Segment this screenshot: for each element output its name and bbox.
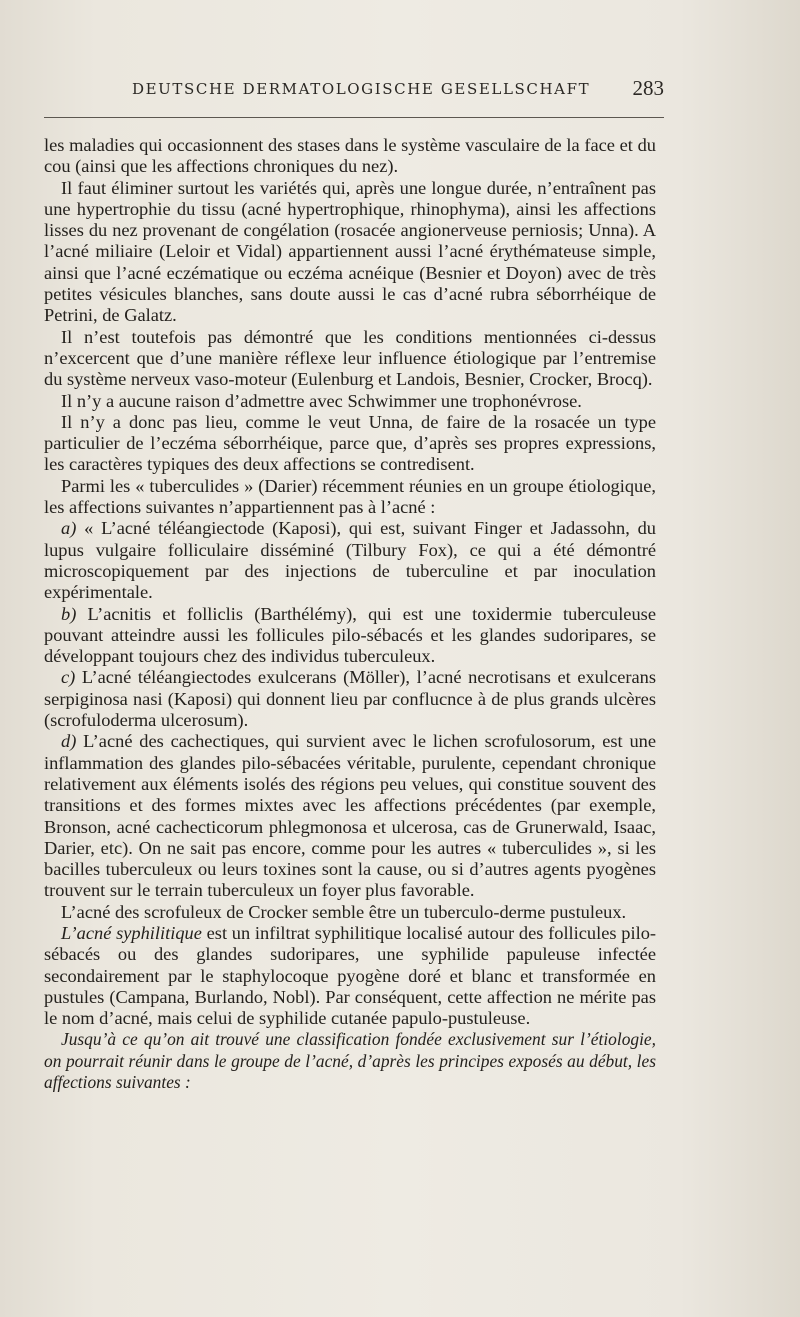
- paragraph-continuation: les maladies qui occasionnent des stases dans le système vasculaire de la face et du cou (ainsi que les affections chroniques du nez).: [44, 135, 656, 177]
- list-item-d: [44, 731, 656, 901]
- list-item-a-text: « L’acné téléangiectode (Kaposi), qui est, suivant Finger et Jadassohn, du lupus vulgaire folliculaire disséminé (Tilbury Fox), ce qui a été démontré microscopiquement par des injections de tuberculine et par inoculation expérimentale.: [44, 518, 656, 603]
- paragraph-varieties: Il faut éliminer surtout les variétés qui, après une longue durée, n’entraînent pas une hypertrophie du tissu (acné hypertrophique, rhinophyma), ainsi les affections lisses du nez provenant de congélation (rosacée angionerveuse perniosis; Unna). A l’acné miliaire (Leloir et Vidal) appartiennent aussi l’acné érythémateuse simple, ainsi que l’acné eczématique ou eczéma acnéique (Besnier et Doyon) avec de très petites vésicules blanches, sans doute aussi le cas d’acné rubra séborrhéique de Petrini, de Galatz.: [44, 177, 656, 326]
- list-item-b-text: L’acnitis et folliclis (Barthélémy), qui est une toxidermie tuberculeuse pouvant atteindre aussi les follicules pilo-sébacés et les glandes sudoripares, se développant toujours chez des individus tuberculeux.: [44, 603, 656, 667]
- page-header: [44, 76, 664, 104]
- list-marker-b: b): [61, 603, 77, 624]
- header-rule: [44, 117, 664, 118]
- running-title: DEUTSCHE DERMATOLOGISCHE GESELLSCHAFT: [132, 80, 591, 98]
- page-number: 283: [632, 76, 664, 100]
- paragraph-unna: Il n’y a donc pas lieu, comme le veut Unna, de faire de la rosacée un type particulier de l’eczéma séborrhéique, parce que, d’après ses propres expressions, les caractères typiques des deux affections se contredisent.: [44, 411, 656, 475]
- list-item-d-text: L’acné des cachectiques, qui survient avec le lichen scrofulosorum, est une inflammation des glandes pilo-sébacées véritable, purulente, cependant chronique relativement aux éléments isolés des régions peu velues, qui constitue souvent des transitions et des formes mixtes avec les affections précédentes (par exemple, Bronson, acné cachecticorum phlegmonosa et ulcerosa, cas de Grunerwald, Isaac, Darier, etc). On ne sait pas encore, comme pour les autres « tuberculides », si les bacilles tuberculeux ou leurs toxines sont la cause, ou si d’autres agents pyogènes trouvent sur le terrain tuberculeux un foyer plus favorable.: [44, 731, 656, 901]
- list-marker-c: c): [61, 667, 76, 688]
- paragraph-crocker: L’acné des scrofuleux de Crocker semble être un tuberculo-derme pustuleux.: [61, 901, 627, 922]
- paragraph-syphilitic: [44, 923, 656, 1029]
- paragraph-trophoneurosis: Il n’y a aucune raison d’admettre avec Schwimmer une trophonévrose.: [61, 390, 582, 411]
- paragraph-tuberculides: Parmi les « tuberculides » (Darier) récemment réunies en un groupe étiologique, les affections suivantes n’appartiennent pas à l’acné :: [44, 475, 656, 518]
- body-text: [44, 135, 656, 1093]
- list-marker-d: d): [61, 731, 77, 752]
- paragraph-syphilitic-text: est un infiltrat syphilitique localisé autour des follicules pilo-sébacés ou des glandes sudoripares, une syphilide papuleuse infectée secondairement par le staphylocoque pyogène doré et blanc et transformée en pustules (Campana, Burlando, Nobl). Par conséquent, cette affection ne mérite pas le nom d’acné, mais celui de syphilide cutanée papulo-pustuleuse.: [44, 922, 657, 1029]
- syphilitic-acne-term: L’acné syphilitique: [61, 922, 202, 943]
- list-item-c: [44, 667, 656, 731]
- paragraph-vasomotor: Il n’est toutefois pas démontré que les conditions mentionnées ci-dessus n’excercent que d’une manière réflexe leur influence étiologique par l’entremise du système nerveux vaso-moteur (Eulenburg et Landois, Besnier, Crocker, Brocq).: [44, 326, 656, 390]
- list-item-a: [44, 518, 656, 603]
- list-item-c-text: L’acné téléangiectodes exulcerans (Möller), l’acné necrotisans et exulcerans serpiginosa nasi (Kaposi) qui donnent lieu par conflucnce à de plus grands ulcères (scrofuloderma ulcerosum).: [44, 667, 656, 731]
- list-item-b: [44, 604, 656, 668]
- list-marker-a: a): [61, 518, 77, 539]
- paragraph-classification: Jusqu’à ce qu’on ait trouvé une classification fondée exclusivement sur l’étiologie, on pourrait réunir dans le groupe de l’acné, d’après les principes exposés au début, les affections suivantes :: [44, 1029, 656, 1093]
